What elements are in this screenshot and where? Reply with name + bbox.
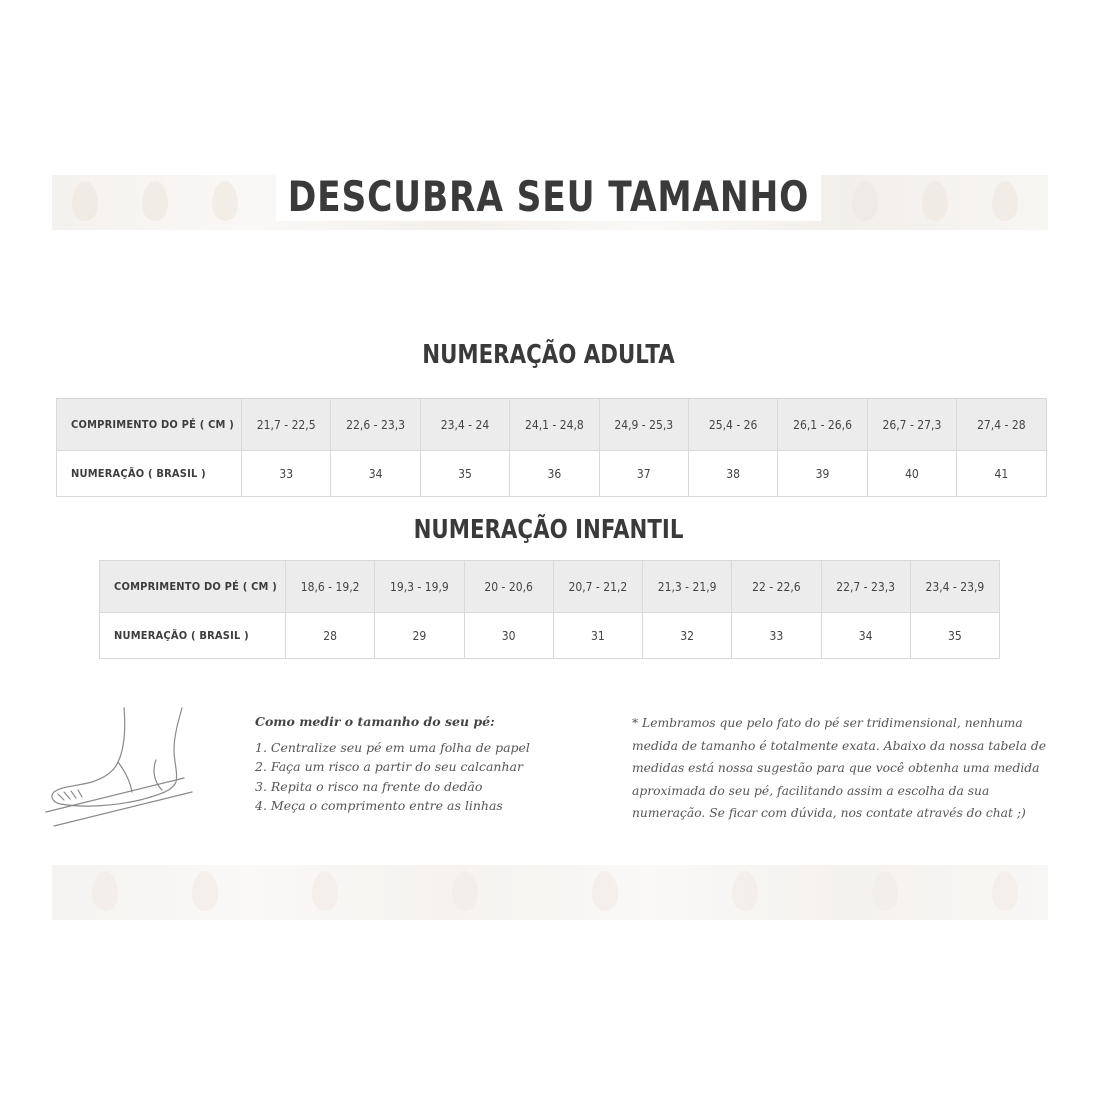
child-size-cell: 35 <box>910 613 999 659</box>
child-size-cell: 29 <box>375 613 464 659</box>
how-to-title: Como medir o tamanho do seu pé: <box>255 714 495 729</box>
adult-length-cell: 27,4 - 28 <box>957 399 1046 451</box>
how-to-step: 1. Centralize seu pé em uma folha de papel <box>255 739 530 755</box>
child-size-table <box>99 560 1000 659</box>
adult-length-cell: 26,7 - 27,3 <box>867 399 956 451</box>
how-to-measure <box>255 712 595 816</box>
adult-section-title: NUMERAÇÃO ADULTA <box>422 340 675 370</box>
adult-size-cell: 36 <box>510 451 599 497</box>
adult-size-cell: 40 <box>867 451 956 497</box>
child-length-cell: 21,3 - 21,9 <box>643 561 732 613</box>
adult-size-cell: 41 <box>957 451 1046 497</box>
child-length-label: COMPRIMENTO DO PÉ ( CM ) <box>100 561 286 613</box>
adult-length-cell: 25,4 - 26 <box>688 399 777 451</box>
how-to-step: 4. Meça o comprimento entre as linhas <box>255 798 503 813</box>
adult-size-cell: 34 <box>331 451 420 497</box>
adult-length-label: COMPRIMENTO DO PÉ ( CM ) <box>57 399 242 451</box>
child-length-cell: 22 - 22,6 <box>732 561 821 613</box>
adult-size-cell: 33 <box>242 451 331 497</box>
child-size-cell: 32 <box>643 613 732 659</box>
adult-size-label: NUMERAÇÃO ( BRASIL ) <box>57 451 242 497</box>
adult-size-cell: 37 <box>599 451 688 497</box>
adult-length-cell: 24,1 - 24,8 <box>510 399 599 451</box>
child-length-cell: 20,7 - 21,2 <box>553 561 642 613</box>
child-size-cell: 31 <box>553 613 642 659</box>
child-length-cell: 23,4 - 23,9 <box>910 561 999 613</box>
adult-length-cell: 22,6 - 23,3 <box>331 399 420 451</box>
adult-length-cell: 26,1 - 26,6 <box>778 399 867 451</box>
child-size-cell: 30 <box>464 613 553 659</box>
adult-size-cell: 39 <box>778 451 867 497</box>
decorative-banner-bottom <box>52 865 1048 920</box>
child-size-row <box>100 613 1000 659</box>
child-length-cell: 19,3 - 19,9 <box>375 561 464 613</box>
adult-length-row <box>57 399 1047 451</box>
how-to-step: 3. Repita o risco na frente do dedão <box>255 778 483 794</box>
child-size-cell: 33 <box>732 613 821 659</box>
adult-size-row <box>57 451 1047 497</box>
child-size-cell: 28 <box>286 613 375 659</box>
adult-size-cell: 35 <box>420 451 509 497</box>
child-length-row <box>100 561 1000 613</box>
adult-length-cell: 21,7 - 22,5 <box>242 399 331 451</box>
adult-length-cell: 23,4 - 24 <box>420 399 509 451</box>
adult-size-table <box>56 398 1047 497</box>
child-size-label: NUMERAÇÃO ( BRASIL ) <box>100 613 286 659</box>
adult-length-cell: 24,9 - 25,3 <box>599 399 688 451</box>
foot-measure-illustration <box>44 700 194 830</box>
measurement-note: * Lembramos que pelo fato do pé ser tridimensional, nenhuma medida de tamanho é totalmente exata. Abaixo da nossa tabela de medidas está nossa sugestão para que você obtenha uma medida aproximada do seu pé, facilitando assim a escolha da sua numeração. Se ficar com dúvida, nos contate através do chat ;) <box>632 716 1046 820</box>
child-length-cell: 20 - 20,6 <box>464 561 553 613</box>
child-length-cell: 18,6 - 19,2 <box>286 561 375 613</box>
child-size-cell: 34 <box>821 613 910 659</box>
child-section-title: NUMERAÇÃO INFANTIL <box>413 515 684 545</box>
adult-size-cell: 38 <box>688 451 777 497</box>
page-title <box>99 172 999 221</box>
how-to-step: 2. Faça um risco a partir do seu calcanhar <box>255 759 523 774</box>
child-length-cell: 22,7 - 23,3 <box>821 561 910 613</box>
page-title-text: DESCUBRA SEU TAMANHO <box>276 172 821 221</box>
